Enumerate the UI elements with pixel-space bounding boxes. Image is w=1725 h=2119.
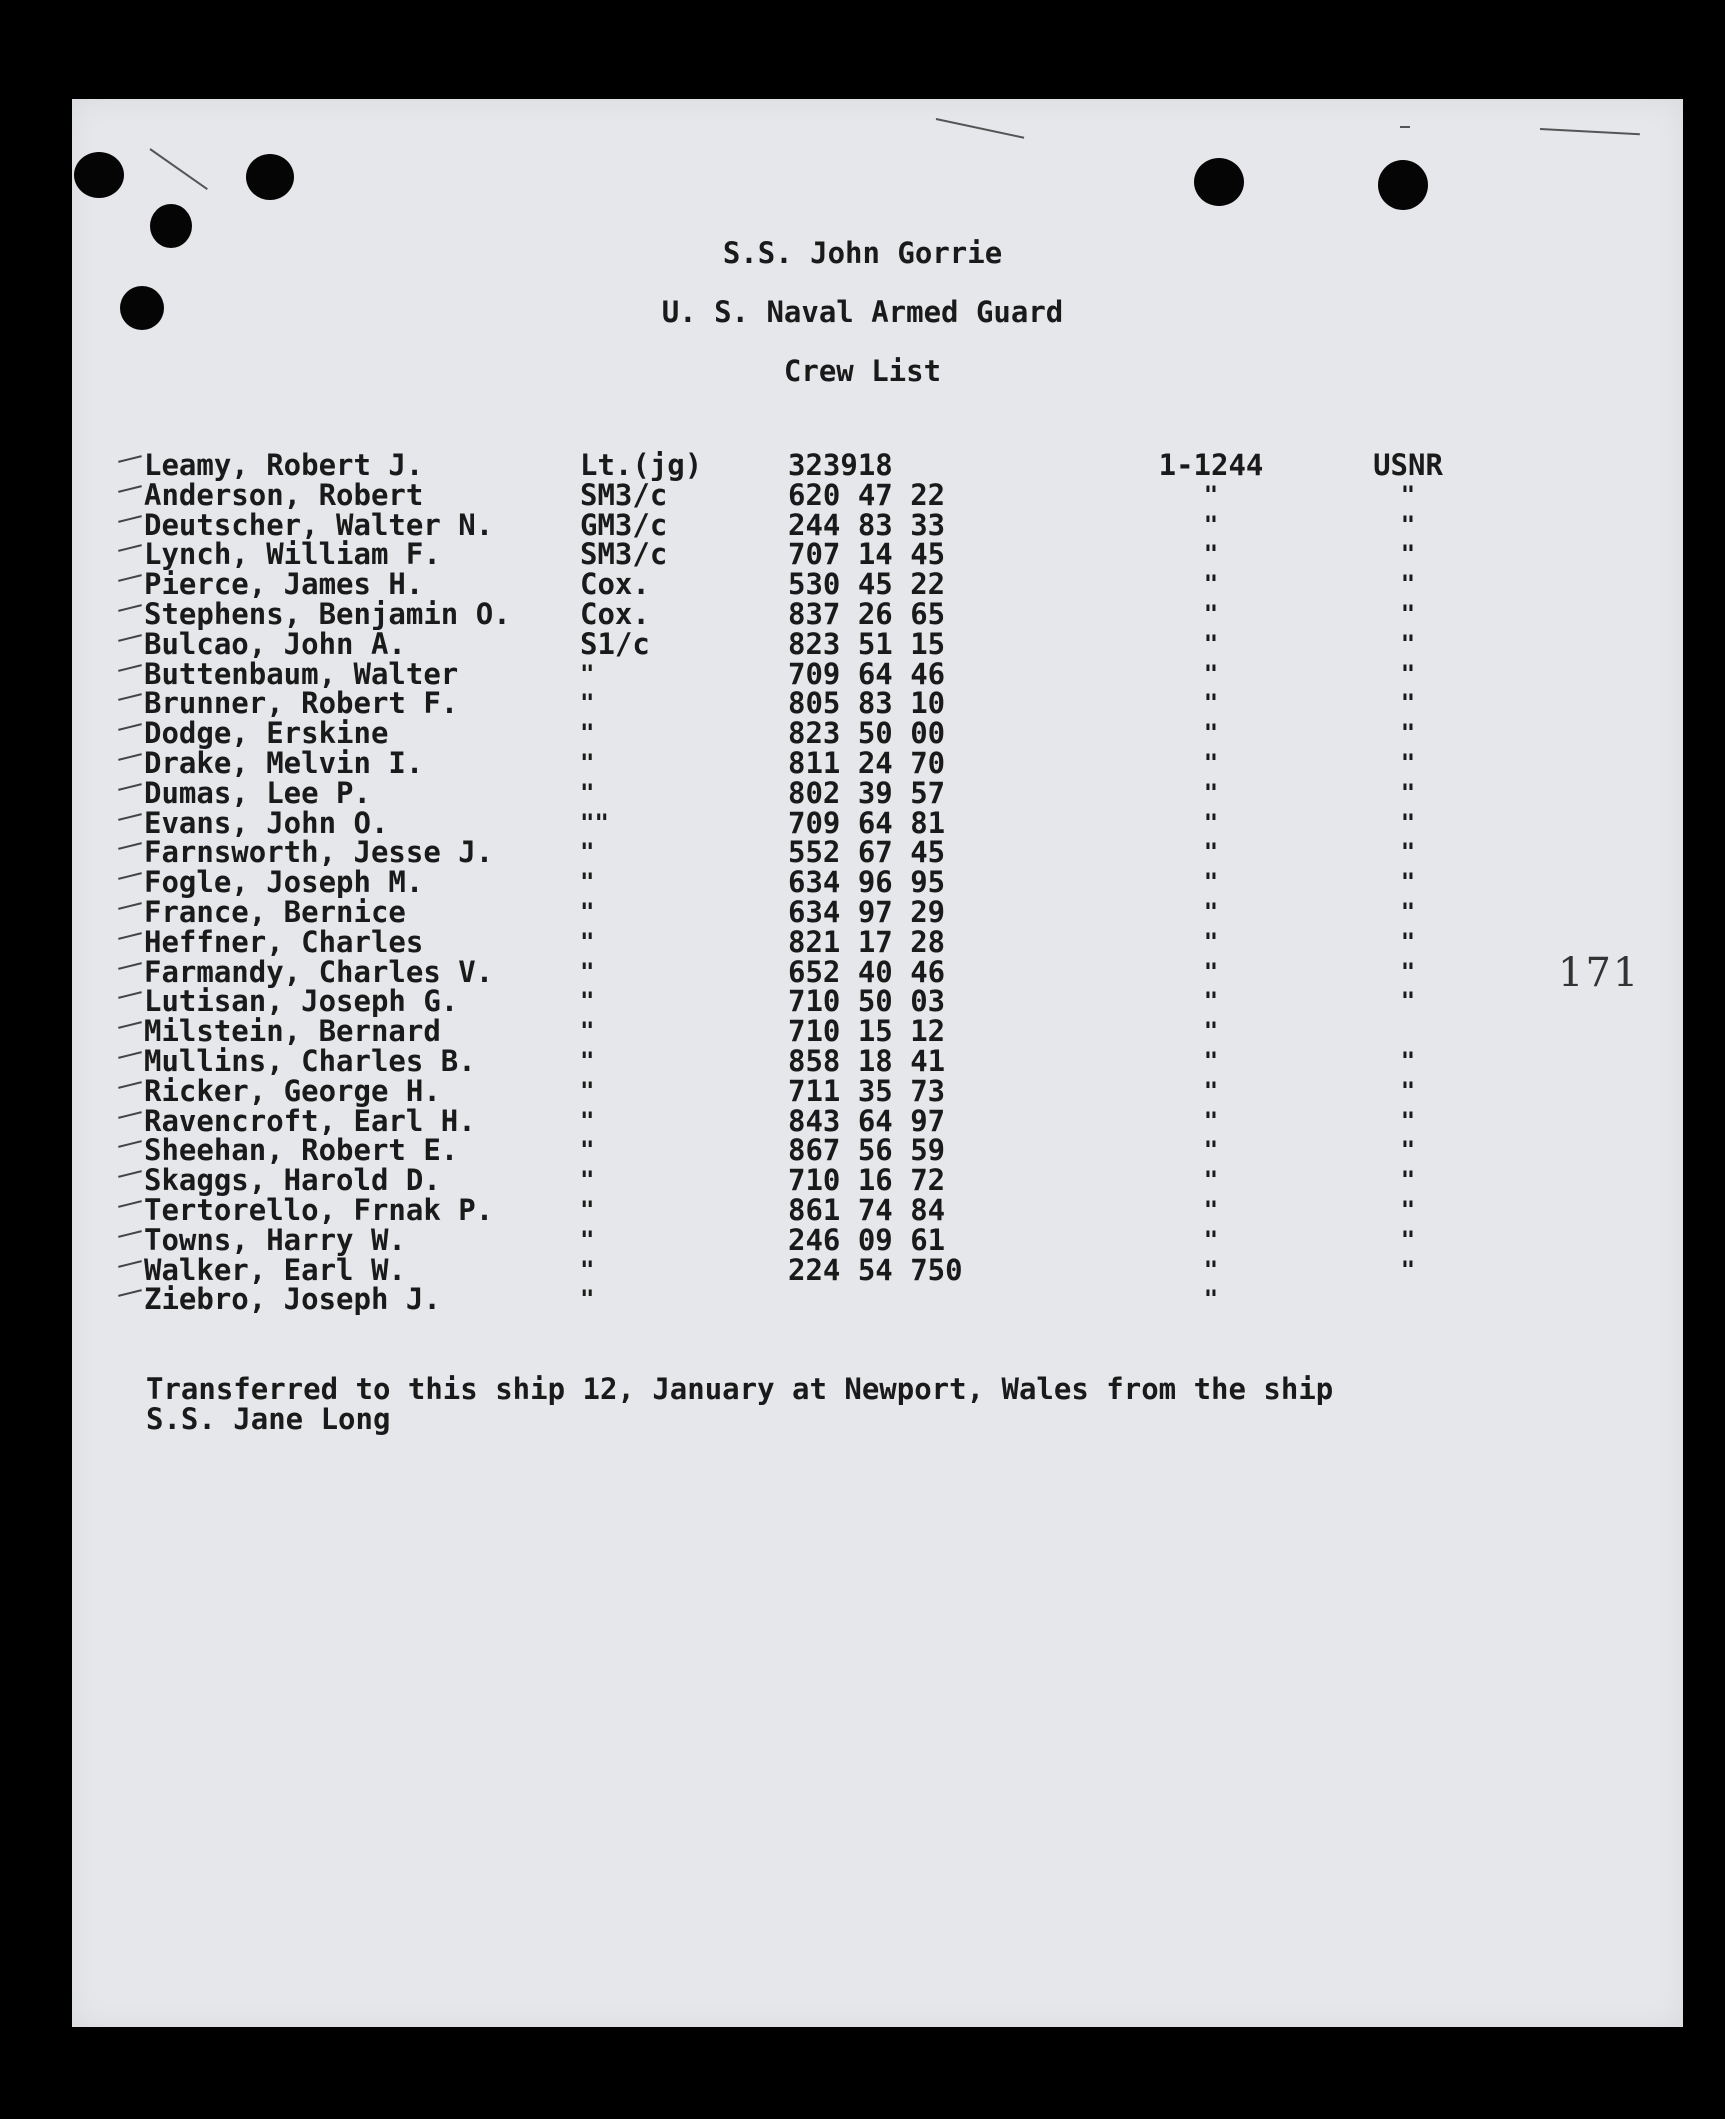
crew-row: [0, 1073, 1725, 1108]
crew-date: ": [1203, 1076, 1219, 1105]
crew-date: ": [1203, 1047, 1219, 1075]
crew-name: Anderson, Robert: [144, 477, 424, 512]
crew-name: Bulcao, John A.: [144, 626, 406, 661]
crew-service-number: 530 45 22: [788, 567, 946, 602]
crew-date: ": [1203, 1106, 1219, 1135]
crew-branch: ": [1400, 778, 1416, 807]
crew-row: [0, 599, 1725, 629]
check-tick-mark: [118, 485, 142, 493]
crew-rate: ": [580, 1106, 595, 1135]
crew-name: Towns, Harry W.: [144, 1222, 406, 1257]
crew-date: ": [1203, 629, 1219, 658]
crew-row: [0, 656, 1725, 691]
crew-row: [0, 716, 1725, 751]
crew-service-number: 323918: [788, 448, 893, 482]
check-tick-mark: [118, 1290, 142, 1298]
crew-row: [0, 805, 1725, 840]
crew-branch: ": [1400, 868, 1416, 897]
crew-service-number: 861 74 84: [788, 1193, 946, 1227]
crew-row: [0, 1222, 1725, 1257]
crew-row: [0, 775, 1725, 810]
crew-branch: ": [1400, 689, 1416, 718]
crew-rate: ": [580, 1166, 595, 1195]
crew-name: Farnsworth, Jesse J.: [144, 835, 494, 870]
check-tick-mark: [118, 1141, 142, 1149]
crew-name: Dumas, Lee P.: [144, 775, 371, 810]
crew-date: ": [1203, 719, 1219, 748]
transfer-note-line-2: S.S. Jane Long: [146, 1402, 391, 1436]
crew-rate: ": [580, 1047, 595, 1075]
crew-row: [0, 865, 1725, 900]
crew-date: ": [1203, 868, 1219, 897]
crew-rate: ": [580, 719, 595, 748]
crew-rate: S1/c: [580, 626, 650, 661]
crew-service-number: 710 15 12: [788, 1014, 946, 1049]
crew-service-number: 805 83 10: [788, 686, 946, 721]
crew-row: [0, 748, 1725, 778]
transfer-note-line-1: Transferred to this ship 12, January at Newport, Wales from the ship: [146, 1372, 1334, 1406]
crew-branch: ": [1400, 1225, 1416, 1254]
punch-hole: [74, 152, 124, 198]
crew-date: ": [1203, 689, 1219, 718]
crew-service-number: 709 64 81: [788, 805, 946, 840]
crew-branch: ": [1400, 1076, 1416, 1105]
check-tick-mark: [118, 1021, 142, 1029]
crew-row: [0, 984, 1725, 1019]
check-tick-mark: [118, 962, 142, 970]
check-tick-mark: [118, 783, 142, 791]
crew-branch: ": [1400, 1255, 1416, 1284]
crew-branch: ": [1400, 540, 1416, 569]
crew-date: ": [1203, 1166, 1219, 1195]
crew-service-number: 552 67 45: [788, 835, 946, 870]
crew-name: Ravencroft, Earl H.: [144, 1103, 476, 1138]
crew-name: Stephens, Benjamin O.: [144, 597, 511, 631]
crew-name: Buttenbaum, Walter: [144, 656, 459, 691]
crew-branch: ": [1400, 749, 1416, 777]
crew-service-number: 634 96 95: [788, 865, 946, 900]
crew-rate: GM3/c: [580, 507, 668, 542]
crew-name: Evans, John O.: [144, 805, 389, 840]
punch-hole: [246, 154, 294, 200]
crew-rate: ": [580, 1196, 595, 1224]
crew-date: ": [1203, 838, 1219, 867]
crew-row: [0, 1046, 1725, 1076]
crew-branch: ": [1400, 480, 1416, 509]
crew-date: ": [1203, 898, 1219, 926]
check-tick-mark: [118, 753, 142, 761]
crew-rate: ": [580, 927, 595, 956]
unit-title: U. S. Naval Armed Guard: [661, 295, 1064, 329]
crew-date: ": [1203, 1017, 1219, 1046]
list-title: Crew List: [783, 354, 942, 388]
crew-name: Dodge, Erskine: [144, 716, 389, 751]
check-tick-mark: [118, 574, 142, 582]
crew-service-number: 811 24 70: [788, 746, 946, 780]
check-tick-mark: [118, 872, 142, 880]
crew-name: Drake, Melvin I.: [144, 746, 424, 780]
crew-service-number: 823 51 15: [788, 626, 946, 661]
crew-name: Pierce, James H.: [144, 567, 424, 602]
crew-service-number: 634 97 29: [788, 895, 946, 929]
crew-service-number: 246 09 61: [788, 1222, 946, 1257]
crew-rate: ": [580, 1136, 595, 1165]
crew-branch: ": [1400, 600, 1416, 628]
crew-service-number: 709 64 46: [788, 656, 946, 691]
crew-rate: SM3/c: [580, 477, 668, 512]
crew-date: ": [1203, 1196, 1219, 1224]
check-tick-mark: [118, 634, 142, 642]
check-tick-mark: [118, 723, 142, 731]
crew-rate: ": [580, 838, 595, 867]
crew-rate: ": [580, 1017, 595, 1046]
crew-branch: ": [1400, 659, 1416, 688]
check-tick-mark: [118, 604, 142, 612]
crew-name: France, Bernice: [144, 895, 406, 929]
crew-rate: ": [580, 689, 595, 718]
check-tick-mark: [118, 1081, 142, 1089]
check-tick-mark: [118, 1051, 142, 1059]
crew-date: ": [1203, 1225, 1219, 1254]
crew-row: [0, 924, 1725, 959]
stray-mark: [1400, 126, 1410, 128]
crew-row: [0, 1014, 1725, 1049]
check-tick-mark: [118, 813, 142, 821]
crew-row: [0, 954, 1725, 989]
check-tick-mark: [118, 694, 142, 702]
check-tick-mark: [118, 455, 142, 463]
crew-rate: Cox.: [580, 597, 650, 631]
crew-service-number: 652 40 46: [788, 954, 946, 989]
check-tick-mark: [118, 992, 142, 1000]
crew-branch: ": [1400, 1106, 1416, 1135]
check-tick-mark: [118, 1111, 142, 1119]
crew-date: ": [1203, 957, 1219, 986]
crew-service-number: 711 35 73: [788, 1073, 946, 1108]
crew-date: ": [1203, 749, 1219, 777]
crew-name: Skaggs, Harold D.: [144, 1163, 441, 1198]
crew-branch: ": [1400, 719, 1416, 748]
crew-row: [0, 477, 1725, 512]
crew-branch: ": [1400, 808, 1416, 837]
crew-rate: ": [580, 659, 595, 688]
crew-branch: ": [1400, 629, 1416, 658]
crew-date: ": [1203, 1285, 1219, 1314]
check-tick-mark: [118, 1260, 142, 1268]
crew-date: ": [1203, 808, 1219, 837]
crew-service-number: 710 50 03: [788, 984, 946, 1019]
crew-name: Leamy, Robert J.: [144, 448, 424, 482]
crew-service-number: 821 17 28: [788, 924, 946, 959]
crew-branch: ": [1400, 987, 1416, 1016]
crew-name: Sheehan, Robert E.: [144, 1133, 459, 1168]
punch-hole: [1194, 158, 1244, 206]
crew-row: [0, 686, 1725, 721]
crew-name: Mullins, Charles B.: [144, 1044, 476, 1078]
crew-date: ": [1203, 778, 1219, 807]
check-tick-mark: [118, 515, 142, 523]
crew-branch: ": [1400, 570, 1416, 599]
crew-service-number: 710 16 72: [788, 1163, 946, 1198]
crew-service-number: 224 54 750: [788, 1252, 963, 1287]
crew-row: [0, 1282, 1725, 1317]
crew-rate: ": [580, 778, 595, 807]
crew-date: ": [1203, 510, 1219, 539]
crew-rate: "": [580, 808, 609, 837]
crew-service-number: 858 18 41: [788, 1044, 946, 1078]
crew-row: [0, 450, 1725, 480]
crew-service-number: 707 14 45: [788, 537, 946, 572]
crew-rate: Lt.(jg): [580, 448, 703, 482]
crew-name: Milstein, Bernard: [144, 1014, 441, 1049]
crew-service-number: 837 26 65: [788, 597, 946, 631]
crew-date: ": [1203, 927, 1219, 956]
crew-branch: ": [1400, 838, 1416, 867]
check-tick-mark: [118, 545, 142, 553]
crew-date: ": [1203, 480, 1219, 509]
crew-date: ": [1203, 659, 1219, 688]
crew-branch: ": [1400, 1166, 1416, 1195]
crew-rate: Cox.: [580, 567, 650, 602]
punch-hole: [1378, 160, 1428, 210]
crew-rate: ": [580, 898, 595, 926]
check-tick-mark: [118, 932, 142, 940]
crew-name: Walker, Earl W.: [144, 1252, 406, 1287]
check-tick-mark: [118, 1170, 142, 1178]
crew-name: Farmandy, Charles V.: [144, 954, 494, 989]
crew-rate: ": [580, 868, 595, 897]
crew-rate: ": [580, 749, 595, 777]
crew-row: [0, 537, 1725, 572]
crew-date: ": [1203, 600, 1219, 628]
crew-date: ": [1203, 987, 1219, 1016]
crew-name: Heffner, Charles: [144, 924, 424, 959]
crew-service-number: 244 83 33: [788, 507, 946, 542]
crew-date: ": [1203, 1255, 1219, 1284]
crew-branch: ": [1400, 1136, 1416, 1165]
crew-name: Ricker, George H.: [144, 1073, 441, 1108]
crew-row: [0, 897, 1725, 927]
check-tick-mark: [118, 1200, 142, 1208]
crew-branch: ": [1400, 898, 1416, 926]
crew-rate: ": [580, 1285, 595, 1314]
crew-name: Fogle, Joseph M.: [144, 865, 424, 900]
crew-branch: ": [1400, 1196, 1416, 1224]
crew-service-number: 823 50 00: [788, 716, 946, 751]
crew-service-number: 843 64 97: [788, 1103, 946, 1138]
check-tick-mark: [118, 1230, 142, 1238]
crew-rate: ": [580, 957, 595, 986]
check-tick-mark: [118, 843, 142, 851]
check-tick-mark: [118, 902, 142, 910]
crew-branch: USNR: [1373, 448, 1443, 482]
crew-row: [0, 835, 1725, 870]
page-number: 171: [1558, 950, 1641, 996]
crew-rate: SM3/c: [580, 537, 668, 572]
crew-rate: ": [580, 1225, 595, 1254]
crew-name: Lynch, William F.: [144, 537, 441, 572]
crew-date: ": [1203, 1136, 1219, 1165]
crew-name: Brunner, Robert F.: [144, 686, 459, 721]
crew-row: [0, 1133, 1725, 1168]
crew-branch: ": [1400, 957, 1416, 986]
crew-row: [0, 626, 1725, 661]
crew-name: Tertorello, Frnak P.: [144, 1193, 494, 1227]
ship-title: S.S. John Gorrie: [722, 236, 1003, 270]
crew-service-number: 620 47 22: [788, 477, 946, 512]
crew-date: 1-1244: [1158, 448, 1264, 482]
crew-rate: ": [580, 987, 595, 1016]
crew-name: Ziebro, Joseph J.: [144, 1282, 441, 1317]
crew-rate: ": [580, 1076, 595, 1105]
crew-service-number: 867 56 59: [788, 1133, 946, 1168]
crew-row: [0, 567, 1725, 602]
crew-name: Deutscher, Walter N.: [144, 507, 494, 542]
crew-date: ": [1203, 570, 1219, 599]
crew-branch: ": [1400, 1047, 1416, 1075]
crew-service-number: 802 39 57: [788, 775, 946, 810]
crew-name: Lutisan, Joseph G.: [144, 984, 459, 1019]
crew-rate: ": [580, 1255, 595, 1284]
check-tick-mark: [118, 664, 142, 672]
crew-row: [0, 1103, 1725, 1138]
crew-row: [0, 1252, 1725, 1287]
crew-row: [0, 1195, 1725, 1225]
crew-date: ": [1203, 540, 1219, 569]
crew-branch: ": [1400, 927, 1416, 956]
crew-row: [0, 1163, 1725, 1198]
crew-row: [0, 507, 1725, 542]
crew-branch: ": [1400, 510, 1416, 539]
